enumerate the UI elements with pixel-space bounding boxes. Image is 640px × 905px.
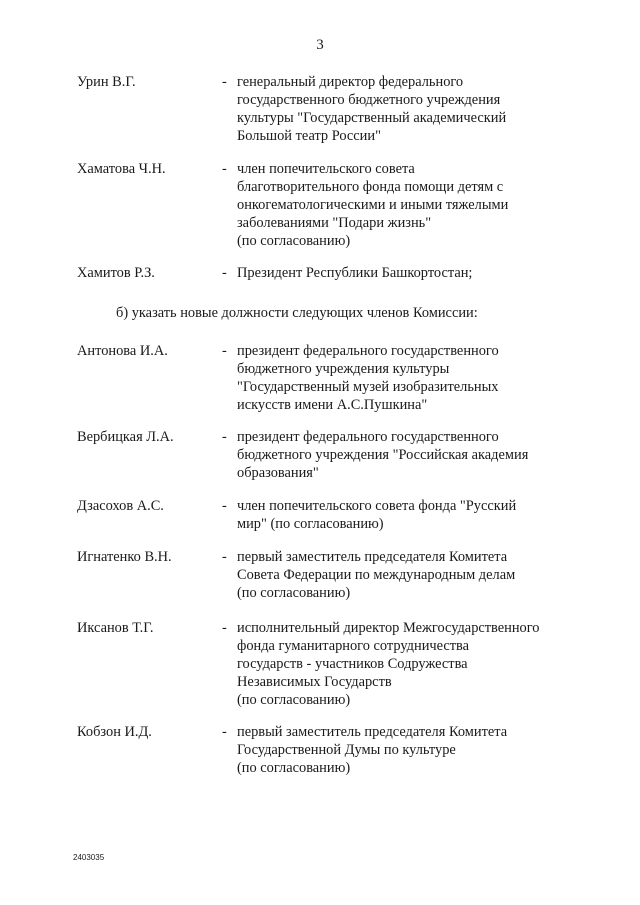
position-line: заболеваниями "Подари жизнь": [237, 215, 432, 231]
position-line: первый заместитель председателя Комитета: [237, 549, 508, 565]
entry-dash: -: [222, 724, 227, 740]
member-position: [237, 264, 567, 282]
member-entry: [0, 160, 640, 260]
member-name: Хамитов Р.З.: [77, 265, 155, 281]
member-position: [237, 548, 567, 602]
position-line: (по согласованию): [237, 760, 351, 776]
position-line: Независимых Государств: [237, 674, 392, 690]
entry-dash: -: [222, 620, 227, 636]
member-name: Вербицкая Л.А.: [77, 429, 174, 445]
member-position: [237, 619, 567, 709]
entry-dash: -: [222, 498, 227, 514]
section-heading: б) указать новые должности следующих членов Комиссии:: [116, 305, 478, 321]
position-line: первый заместитель председателя Комитета: [237, 724, 508, 740]
position-line: Президент Республики Башкортостан;: [237, 265, 473, 281]
position-line: благотворительного фонда помощи детям с: [237, 179, 504, 195]
position-line: государств - участников Содружества: [237, 656, 468, 672]
position-line: образования": [237, 465, 319, 481]
entry-dash: -: [222, 343, 227, 359]
member-name: Дзасохов А.С.: [77, 498, 164, 514]
member-name: Кобзон И.Д.: [77, 724, 152, 740]
document-code: 2403035: [73, 853, 105, 862]
position-line: мир" (по согласованию): [237, 516, 384, 532]
position-line: государственного бюджетного учреждения: [237, 92, 501, 108]
page-number: 3: [316, 37, 324, 53]
position-line: бюджетного учреждения культуры: [237, 361, 450, 377]
member-position: [237, 497, 567, 533]
position-line: исполнительный директор Межгосударственного: [237, 620, 540, 636]
entry-dash: -: [222, 74, 227, 90]
position-line: член попечительского совета фонда "Русский: [237, 498, 517, 514]
member-entry: [0, 723, 640, 823]
member-name: Хаматова Ч.Н.: [77, 161, 166, 177]
position-line: фонда гуманитарного сотрудничества: [237, 638, 470, 654]
entry-dash: -: [222, 161, 227, 177]
member-name: Игнатенко В.Н.: [77, 549, 172, 565]
member-name: Антонова И.А.: [77, 343, 168, 359]
member-position: [237, 723, 567, 777]
position-line: Государственной Думы по культуре: [237, 742, 456, 758]
member-position: [237, 428, 567, 482]
position-line: (по согласованию): [237, 585, 351, 601]
position-line: генеральный директор федерального: [237, 74, 464, 90]
position-line: член попечительского совета: [237, 161, 415, 177]
entry-dash: -: [222, 549, 227, 565]
member-entry: [0, 619, 640, 719]
position-line: онкогематологическими и иными тяжелыми: [237, 197, 509, 213]
member-name: Урин В.Г.: [77, 74, 136, 90]
position-line: Большой театр России": [237, 128, 381, 144]
position-line: Совета Федерации по международным делам: [237, 567, 516, 583]
member-position: [237, 73, 567, 145]
entry-dash: -: [222, 265, 227, 281]
member-name: Иксанов Т.Г.: [77, 620, 154, 636]
position-line: бюджетного учреждения "Российская академия: [237, 447, 529, 463]
position-line: "Государственный музей изобразительных: [237, 379, 499, 395]
member-entry: [0, 342, 640, 442]
position-line: искусств имени А.С.Пушкина": [237, 397, 428, 413]
position-line: (по согласованию): [237, 692, 351, 708]
member-entry: [0, 73, 640, 173]
entry-dash: -: [222, 429, 227, 445]
member-position: [237, 160, 567, 250]
member-position: [237, 342, 567, 414]
position-line: (по согласованию): [237, 233, 351, 249]
position-line: культуры "Государственный академический: [237, 110, 507, 126]
position-line: президент федерального государственного: [237, 343, 499, 359]
position-line: президент федерального государственного: [237, 429, 499, 445]
